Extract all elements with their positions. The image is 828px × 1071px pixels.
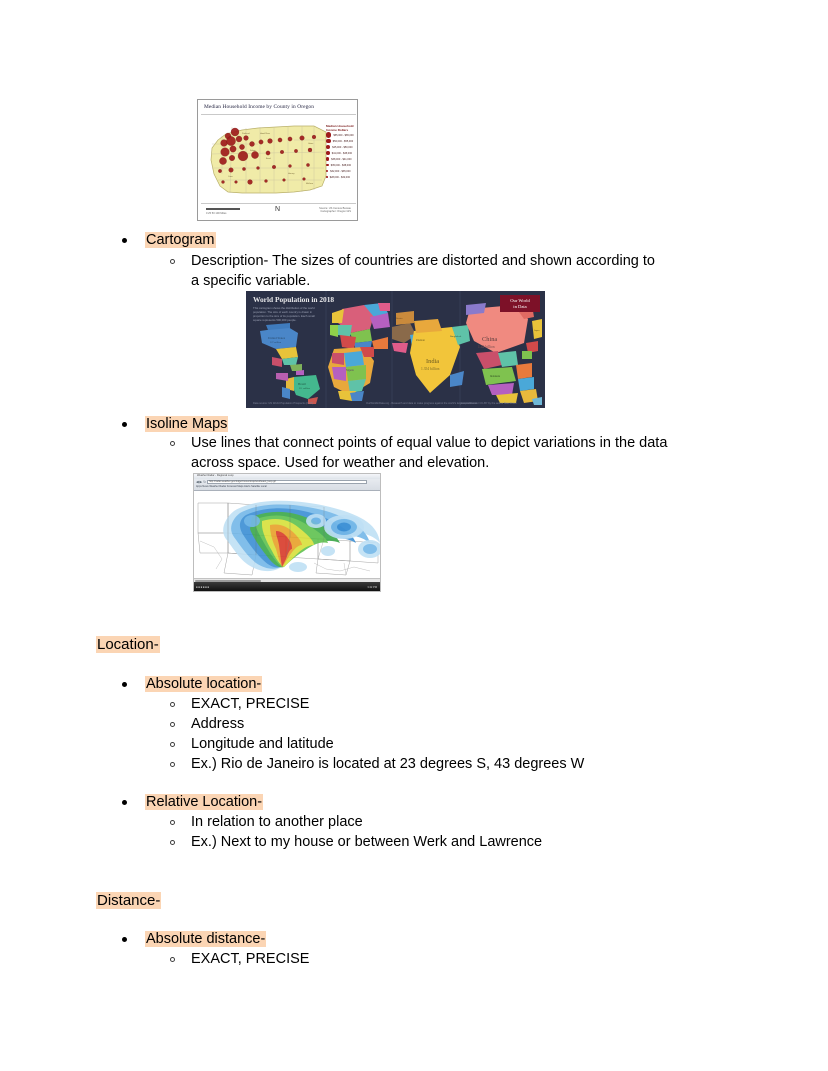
cartogram-body-text: This cartogram shows the distribution of the world population. The size of each country is drawn in proportion to the size of its population. Each small square represents 500,000 people. [253, 306, 315, 322]
browser-tab-label: Weather Radar - Regional Loop [197, 474, 234, 478]
svg-text:China: China [482, 336, 498, 343]
circle-bullet-icon [170, 840, 175, 845]
disc-bullet-icon [122, 937, 127, 942]
legend-row [326, 174, 356, 180]
circle-bullet-icon [170, 762, 175, 767]
logo-line-1: Our World [510, 298, 530, 303]
legend-label: $32,000 - $35,000 [330, 169, 351, 173]
legend-label: $55,000 - $65,000 [333, 133, 354, 137]
svg-text:Brazil: Brazil [298, 382, 306, 386]
legend-label: $28,000 - $32,000 [329, 175, 350, 179]
svg-text:Indonesia: Indonesia [490, 375, 501, 378]
section-label-isoline: Isoline Maps [146, 416, 228, 432]
cartogram-credit-middle: OurWorldinData.org - Research and data to make progress against the world's largest problems. [366, 402, 477, 405]
legend-title-line1: Median Household [326, 124, 354, 128]
list-item [170, 695, 584, 715]
disc-bullet-icon [122, 800, 127, 805]
svg-text:Harney: Harney [288, 173, 295, 175]
list-absolute-distance [170, 950, 309, 970]
legend-symbol [326, 145, 330, 149]
circle-bullet-icon [170, 820, 175, 825]
bullet-absolute-location [122, 675, 262, 694]
disc-bullet-icon [122, 682, 127, 687]
os-taskbar [194, 582, 380, 591]
heading-location: Location- [97, 636, 159, 653]
svg-text:Union: Union [308, 143, 314, 145]
disc-bullet-icon [122, 422, 127, 427]
svg-text:Russia: Russia [396, 317, 403, 320]
item-text: Address [191, 716, 245, 732]
svg-text:Nigeria: Nigeria [346, 369, 354, 372]
circle-bullet-icon [170, 742, 175, 747]
subbullet-isoline-description [170, 434, 667, 473]
oregon-map-legend [326, 124, 356, 182]
map-bottom-divider [201, 203, 356, 204]
bullet-isoline-maps [122, 415, 228, 434]
svg-text:1.42 billion: 1.42 billion [478, 345, 495, 349]
svg-text:United States: United States [268, 336, 286, 340]
isoline-desc-line1: Use lines that connect points of equal value to depict variations in the data [191, 435, 668, 451]
circle-bullet-icon [170, 441, 175, 446]
bullet-cartogram [122, 231, 216, 250]
svg-text:Bangladesh: Bangladesh [450, 335, 462, 338]
label-relative-location: Relative Location- [146, 794, 263, 810]
cartogram-title: World Population in 2018 [253, 295, 335, 304]
item-text: EXACT, PRECISE [191, 951, 310, 967]
svg-text:Portland: Portland [242, 133, 250, 135]
scale-bar-icon [206, 208, 240, 210]
bullet-absolute-distance [122, 930, 266, 949]
svg-text:India: India [426, 358, 440, 365]
svg-text:327 million: 327 million [270, 341, 282, 344]
legend-label: $38,000 - $41,000 [331, 157, 352, 161]
label-absolute-distance: Absolute distance- [146, 931, 266, 947]
list-relative-location [170, 813, 542, 853]
svg-text:Coos: Coos [228, 176, 233, 178]
legend-symbol [326, 164, 329, 167]
list-item [170, 715, 584, 735]
our-world-in-data-logo [500, 295, 540, 312]
list-item [170, 755, 584, 775]
svg-text:Malheur: Malheur [306, 183, 314, 185]
label-absolute-location: Absolute location- [146, 676, 262, 692]
svg-text:Salem: Salem [250, 150, 256, 152]
cartogram-desc-line2: a specific variable. [191, 272, 311, 289]
section-label-cartogram: Cartogram [146, 232, 215, 248]
subbullet-cartogram-description [170, 252, 655, 291]
scale-bar-label: 0 25 50 100 Miles [206, 212, 227, 215]
legend-label: $50,000 - $55,000 [332, 139, 354, 143]
cartogram-credit-left: Data source: UN World Population Prospects (2017) [253, 402, 314, 405]
legend-label: $45,000 - $50,000 [332, 145, 353, 149]
list-item [170, 833, 542, 853]
oregon-income-map-image [197, 99, 358, 221]
north-arrow-icon: N [274, 206, 281, 213]
legend-title-line2: Income Dollars [326, 128, 349, 132]
browser-url-text: http://radar.weather.gov/ridge/Conus/loop/southeast_loop.gif [209, 480, 276, 483]
item-text: Longitude and latitude [191, 736, 334, 752]
legend-label: $41,000 - $45,000 [331, 151, 352, 155]
legend-symbol [326, 132, 331, 137]
taskbar-items[interactable]: ■ ■ ■ ■ ■ ■ [196, 585, 210, 589]
circle-bullet-icon [170, 957, 175, 962]
world-population-cartogram-image [246, 291, 545, 408]
item-text: Ex.) Rio de Janeiro is located at 23 degrees S, 43 degrees W [191, 756, 585, 772]
legend-symbol [326, 157, 329, 160]
browser-chrome [194, 474, 380, 491]
cartogram-desc-line1: Description- The sizes of countries are distorted and shown according to [191, 253, 655, 269]
bullet-relative-location [122, 793, 263, 812]
legend-label: $35,000 - $38,000 [330, 163, 351, 167]
browser-nav-icons: ◀ ▶ ↻ [196, 479, 206, 484]
svg-text:Japan: Japan [534, 329, 540, 332]
svg-text:Hood River: Hood River [260, 133, 271, 135]
credit-line-1: Source: US Census Bureau [319, 207, 351, 210]
item-text: In relation to another place [191, 814, 363, 830]
svg-text:Bend: Bend [266, 158, 271, 160]
legend-symbol [326, 139, 331, 144]
oregon-map-title: Median Household Income by County in Oregon [204, 104, 314, 110]
circle-bullet-icon [170, 702, 175, 707]
legend-symbol [326, 170, 328, 172]
svg-text:Pakistan: Pakistan [416, 339, 425, 342]
browser-bookmarks-bar: Apps News Weather Radar Forecast Maps Alerts Satellite Local [196, 485, 267, 489]
circle-bullet-icon [170, 259, 175, 264]
legend-symbol [326, 176, 328, 178]
cartogram-credit-right: Licensed under CC-BY by the author Max Roser. [461, 402, 518, 405]
item-text: EXACT, PRECISE [191, 696, 310, 712]
logo-line-2: in Data [513, 304, 527, 309]
weather-radar-isoline-image [193, 473, 381, 592]
list-item [170, 735, 584, 755]
svg-text:211 million: 211 million [299, 387, 311, 390]
list-item [170, 813, 542, 833]
legend-symbol [326, 151, 330, 155]
heading-distance: Distance- [97, 892, 161, 909]
list-absolute-location [170, 695, 584, 775]
circle-bullet-icon [170, 722, 175, 727]
taskbar-clock: 3:42 PM [367, 585, 377, 589]
isoline-desc-line2: across space. Used for weather and elevation. [191, 454, 490, 471]
map-credits [319, 207, 351, 214]
item-text: Ex.) Next to my house or between Werk and Lawrence [191, 834, 543, 850]
radar-graphic [194, 491, 381, 578]
disc-bullet-icon [122, 238, 127, 243]
svg-text:1.354 billion: 1.354 billion [421, 367, 440, 371]
credit-line-2: Cartographer: Oregon GIS [320, 210, 351, 214]
